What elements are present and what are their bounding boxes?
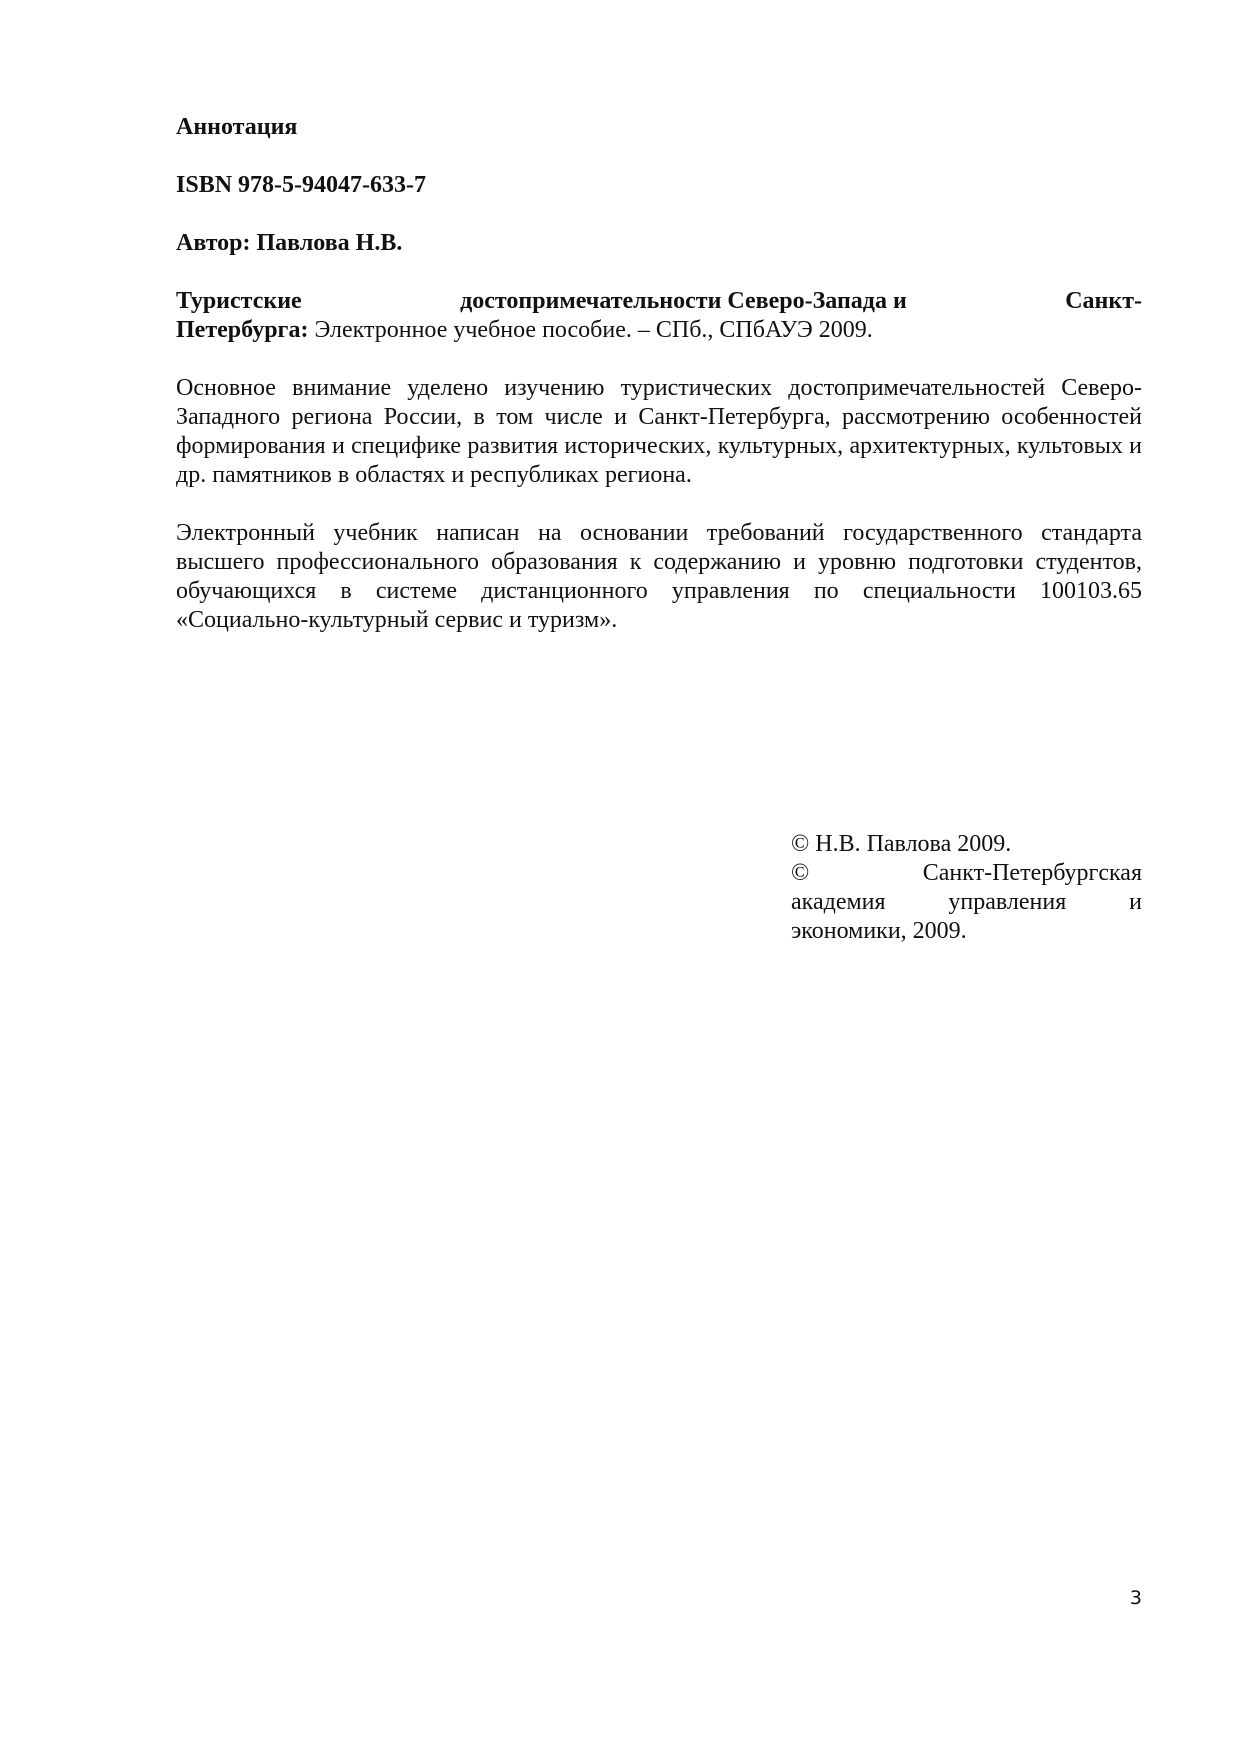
copyright-word-academy: академия [791,889,886,915]
copyright-academy-city: Санкт-Петербургская [922,860,1142,886]
book-title-block [176,287,1142,345]
copyright-word-and: и [1129,889,1142,915]
annotation-content [176,113,1142,635]
isbn-line: ISBN 978-5-94047-633-7 [176,172,426,198]
page-number: 3 [1129,1587,1142,1609]
copyright-academy-line [791,859,1142,888]
description-paragraph: Основное внимание уделено изучению туристических достопримечательностей Северо-Западного региона России, в том числе и Санкт-Петербурга, рассмотрению особенностей формирования и специфике развития исторических, культурных, архитектурных, культовых и др. памятников в областях и республиках региона. [176,375,1142,488]
title-word-2: достопримечательности Северо-Запада и [460,288,907,314]
copyright-author: © Н.В. Павлова 2009. [791,831,1012,857]
book-title-line-1 [176,287,1142,316]
annotation-heading: Аннотация [176,114,298,140]
copyright-block [791,830,1142,946]
standard-paragraph: Электронный учебник написан на основании требований государственного стандарта высшего профессионального образования к содержанию и уровню подготовки студентов, обучающихся в системе дистанционного управления по специальности 100103.65 «Социально-культурный сервис и туризм». [176,520,1142,633]
book-title-line-2 [176,316,1142,345]
author-line: Автор: Павлова Н.В. [176,230,403,256]
copyright-word-management: управления [948,889,1067,915]
title-line-2-bold: Петербурга: [176,317,309,343]
title-word-1: Туристские [176,288,302,314]
copyright-academy-name [791,888,1142,917]
title-line-2-rest: Электронное учебное пособие. – СПб., СПбАУЭ 2009. [308,317,873,343]
copyright-symbol: © [791,860,810,886]
title-word-3: Санкт- [1065,288,1142,314]
copyright-economics-year: экономики, 2009. [791,918,967,944]
